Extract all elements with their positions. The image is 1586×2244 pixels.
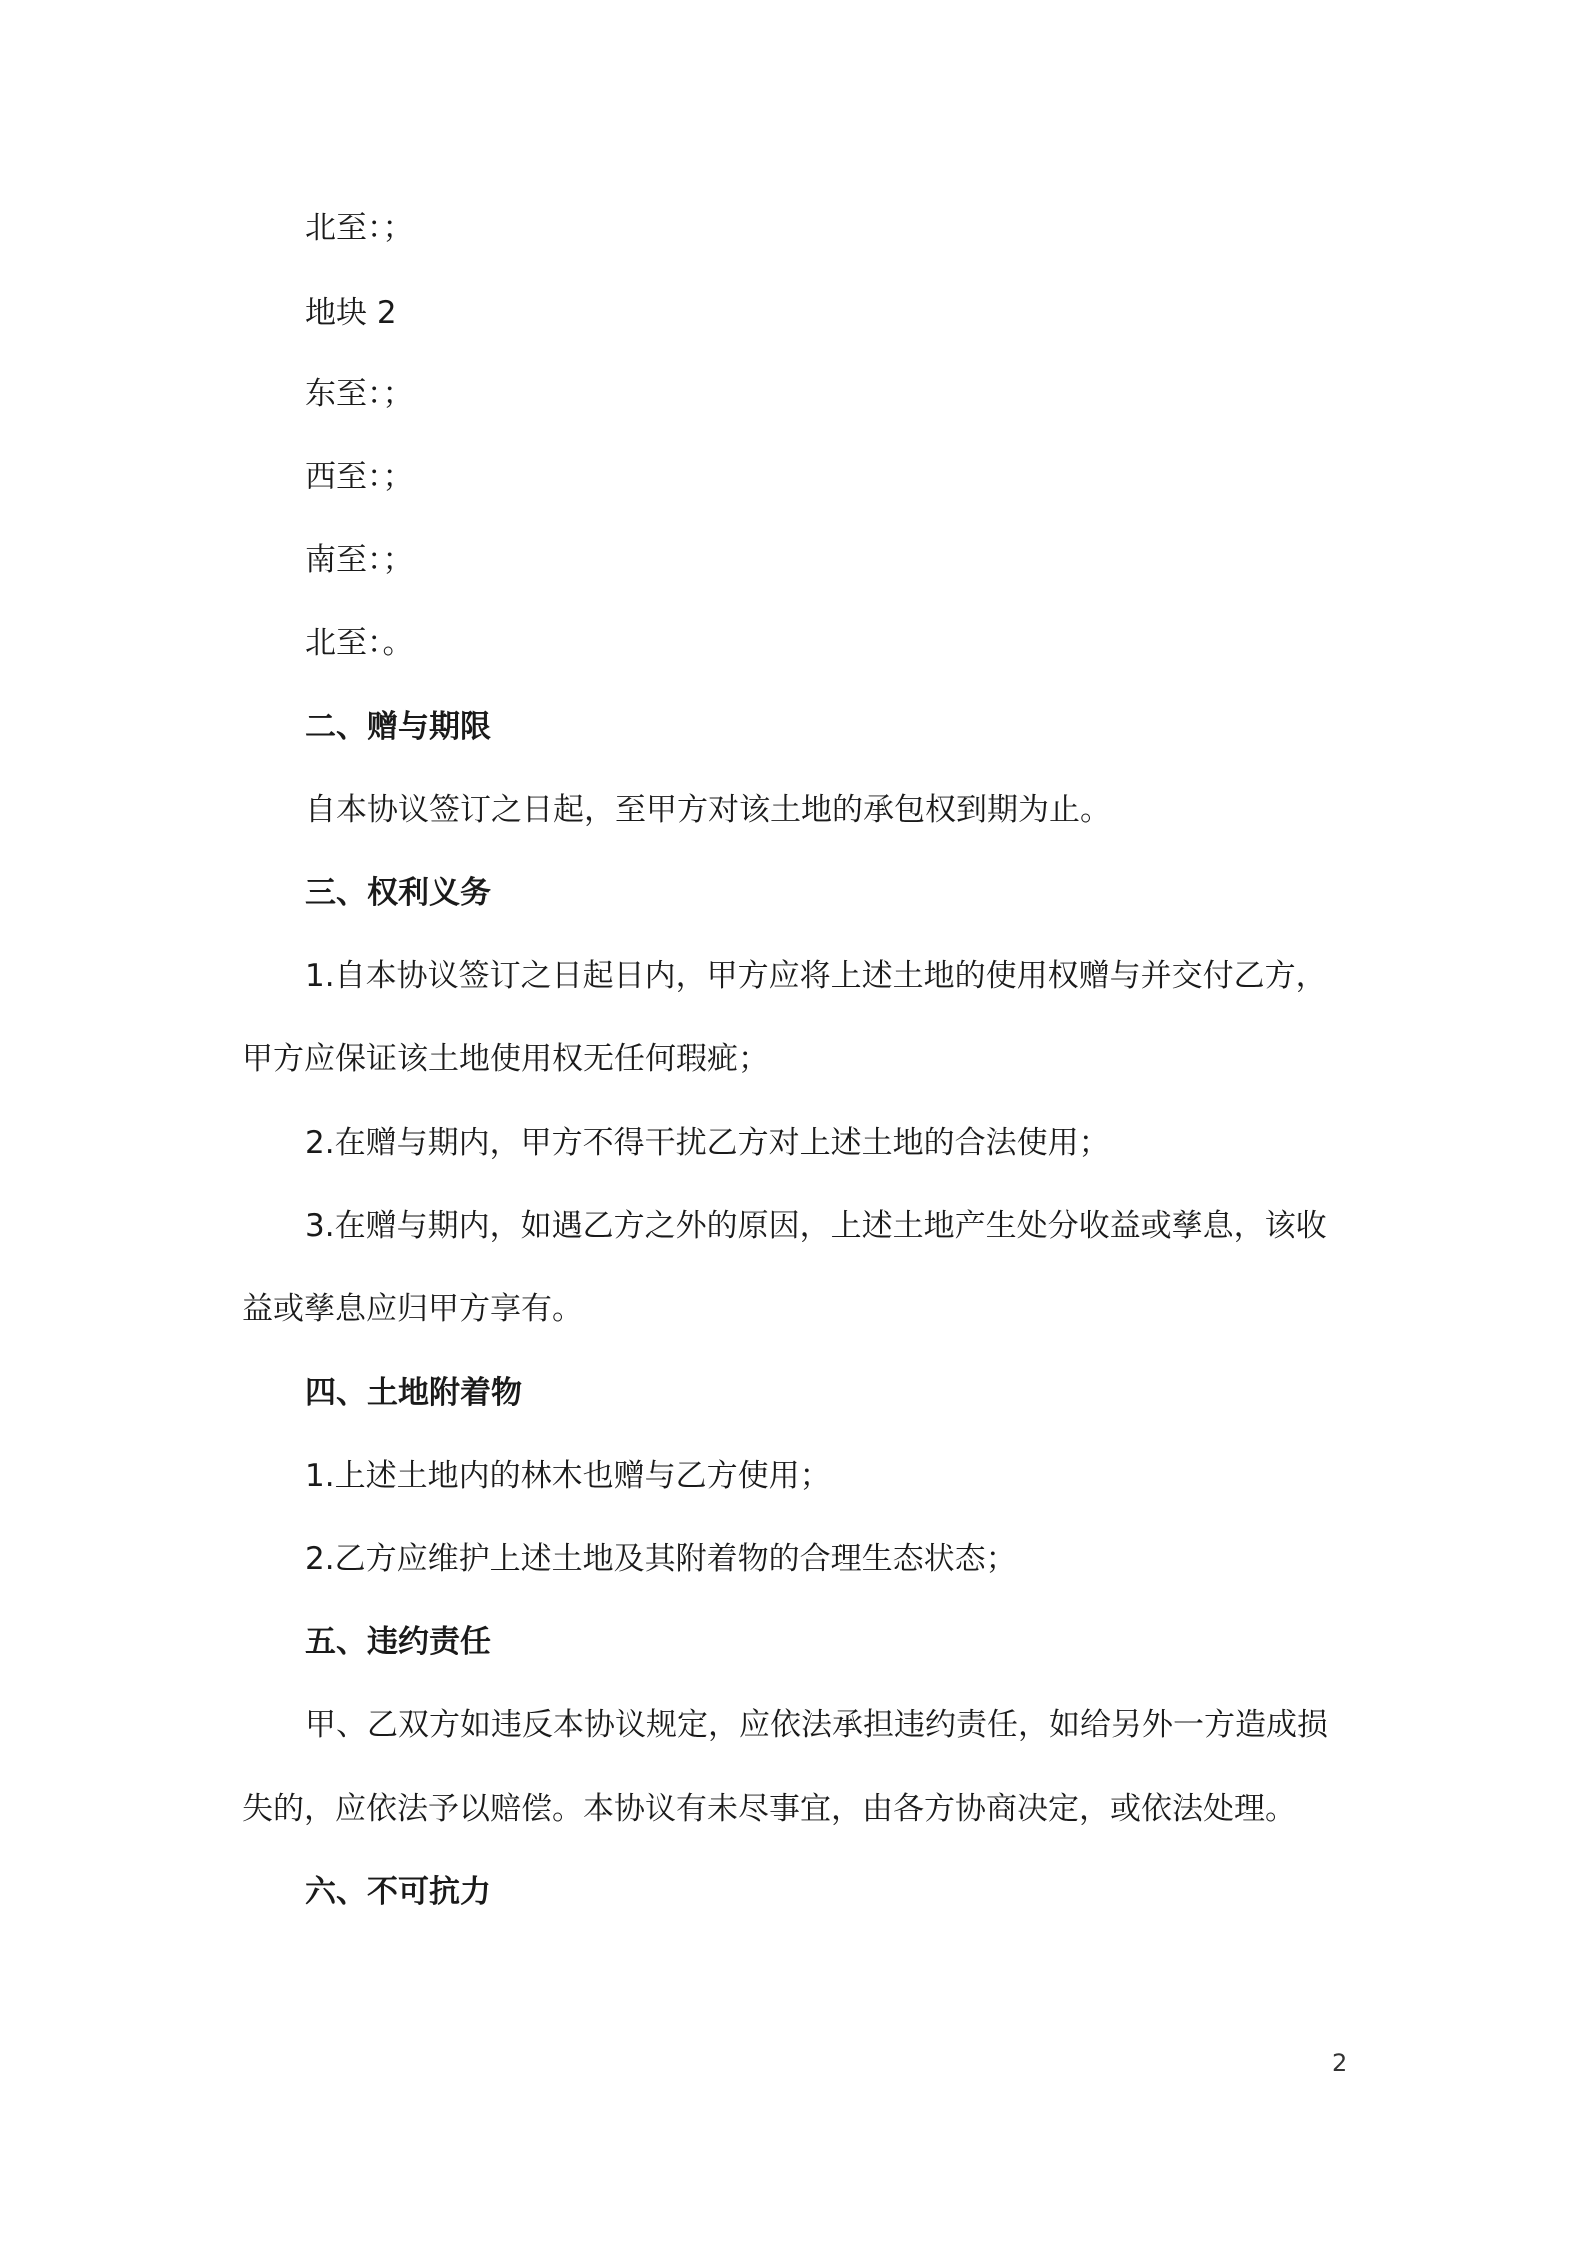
section-heading-gift-term: 二、赠与期限 bbox=[305, 709, 491, 745]
paragraph-gift-term: 自本协议签订之日起，至甲方对该土地的承包权到期为止。 bbox=[305, 792, 1111, 828]
paragraph-rights-3-cont: 益或孳息应归甲方享有。 bbox=[242, 1291, 583, 1327]
boundary-north-2: 北至：。 bbox=[305, 625, 414, 661]
paragraph-rights-1-cont: 甲方应保证该土地使用权无任何瑕疵； bbox=[242, 1041, 769, 1077]
section-heading-rights-obligations: 三、权利义务 bbox=[305, 875, 491, 911]
boundary-west: 西至：； bbox=[305, 459, 414, 495]
paragraph-liability-cont: 失的，应依法予以赔偿。本协议有未尽事宜，由各方协商决定，或依法处理。 bbox=[242, 1791, 1296, 1827]
paragraph-attachments-1: 1.上述土地内的林木也赠与乙方使用； bbox=[305, 1458, 831, 1494]
section-heading-attachments: 四、土地附着物 bbox=[305, 1375, 522, 1411]
paragraph-rights-1: 1.自本协议签订之日起日内，甲方应将上述土地的使用权赠与并交付乙方， bbox=[305, 958, 1327, 994]
paragraph-rights-2: 2.在赠与期内，甲方不得干扰乙方对上述土地的合法使用； bbox=[305, 1125, 1110, 1161]
page-number: 2 bbox=[1332, 2049, 1348, 2077]
paragraph-liability: 甲、乙双方如违反本协议规定，应依法承担违约责任，如给另外一方造成损 bbox=[305, 1707, 1328, 1743]
boundary-east: 东至：； bbox=[305, 376, 414, 412]
paragraph-rights-3: 3.在赠与期内，如遇乙方之外的原因，上述土地产生处分收益或孳息，该收 bbox=[305, 1208, 1327, 1244]
plot-2-label: 地块 2 bbox=[305, 295, 397, 331]
paragraph-attachments-2: 2.乙方应维护上述土地及其附着物的合理生态状态； bbox=[305, 1541, 1017, 1577]
boundary-north-1: 北至：； bbox=[305, 210, 414, 246]
section-heading-liability: 五、违约责任 bbox=[305, 1624, 491, 1660]
section-heading-force-majeure: 六、不可抗力 bbox=[305, 1874, 491, 1910]
boundary-south: 南至：； bbox=[305, 542, 414, 578]
